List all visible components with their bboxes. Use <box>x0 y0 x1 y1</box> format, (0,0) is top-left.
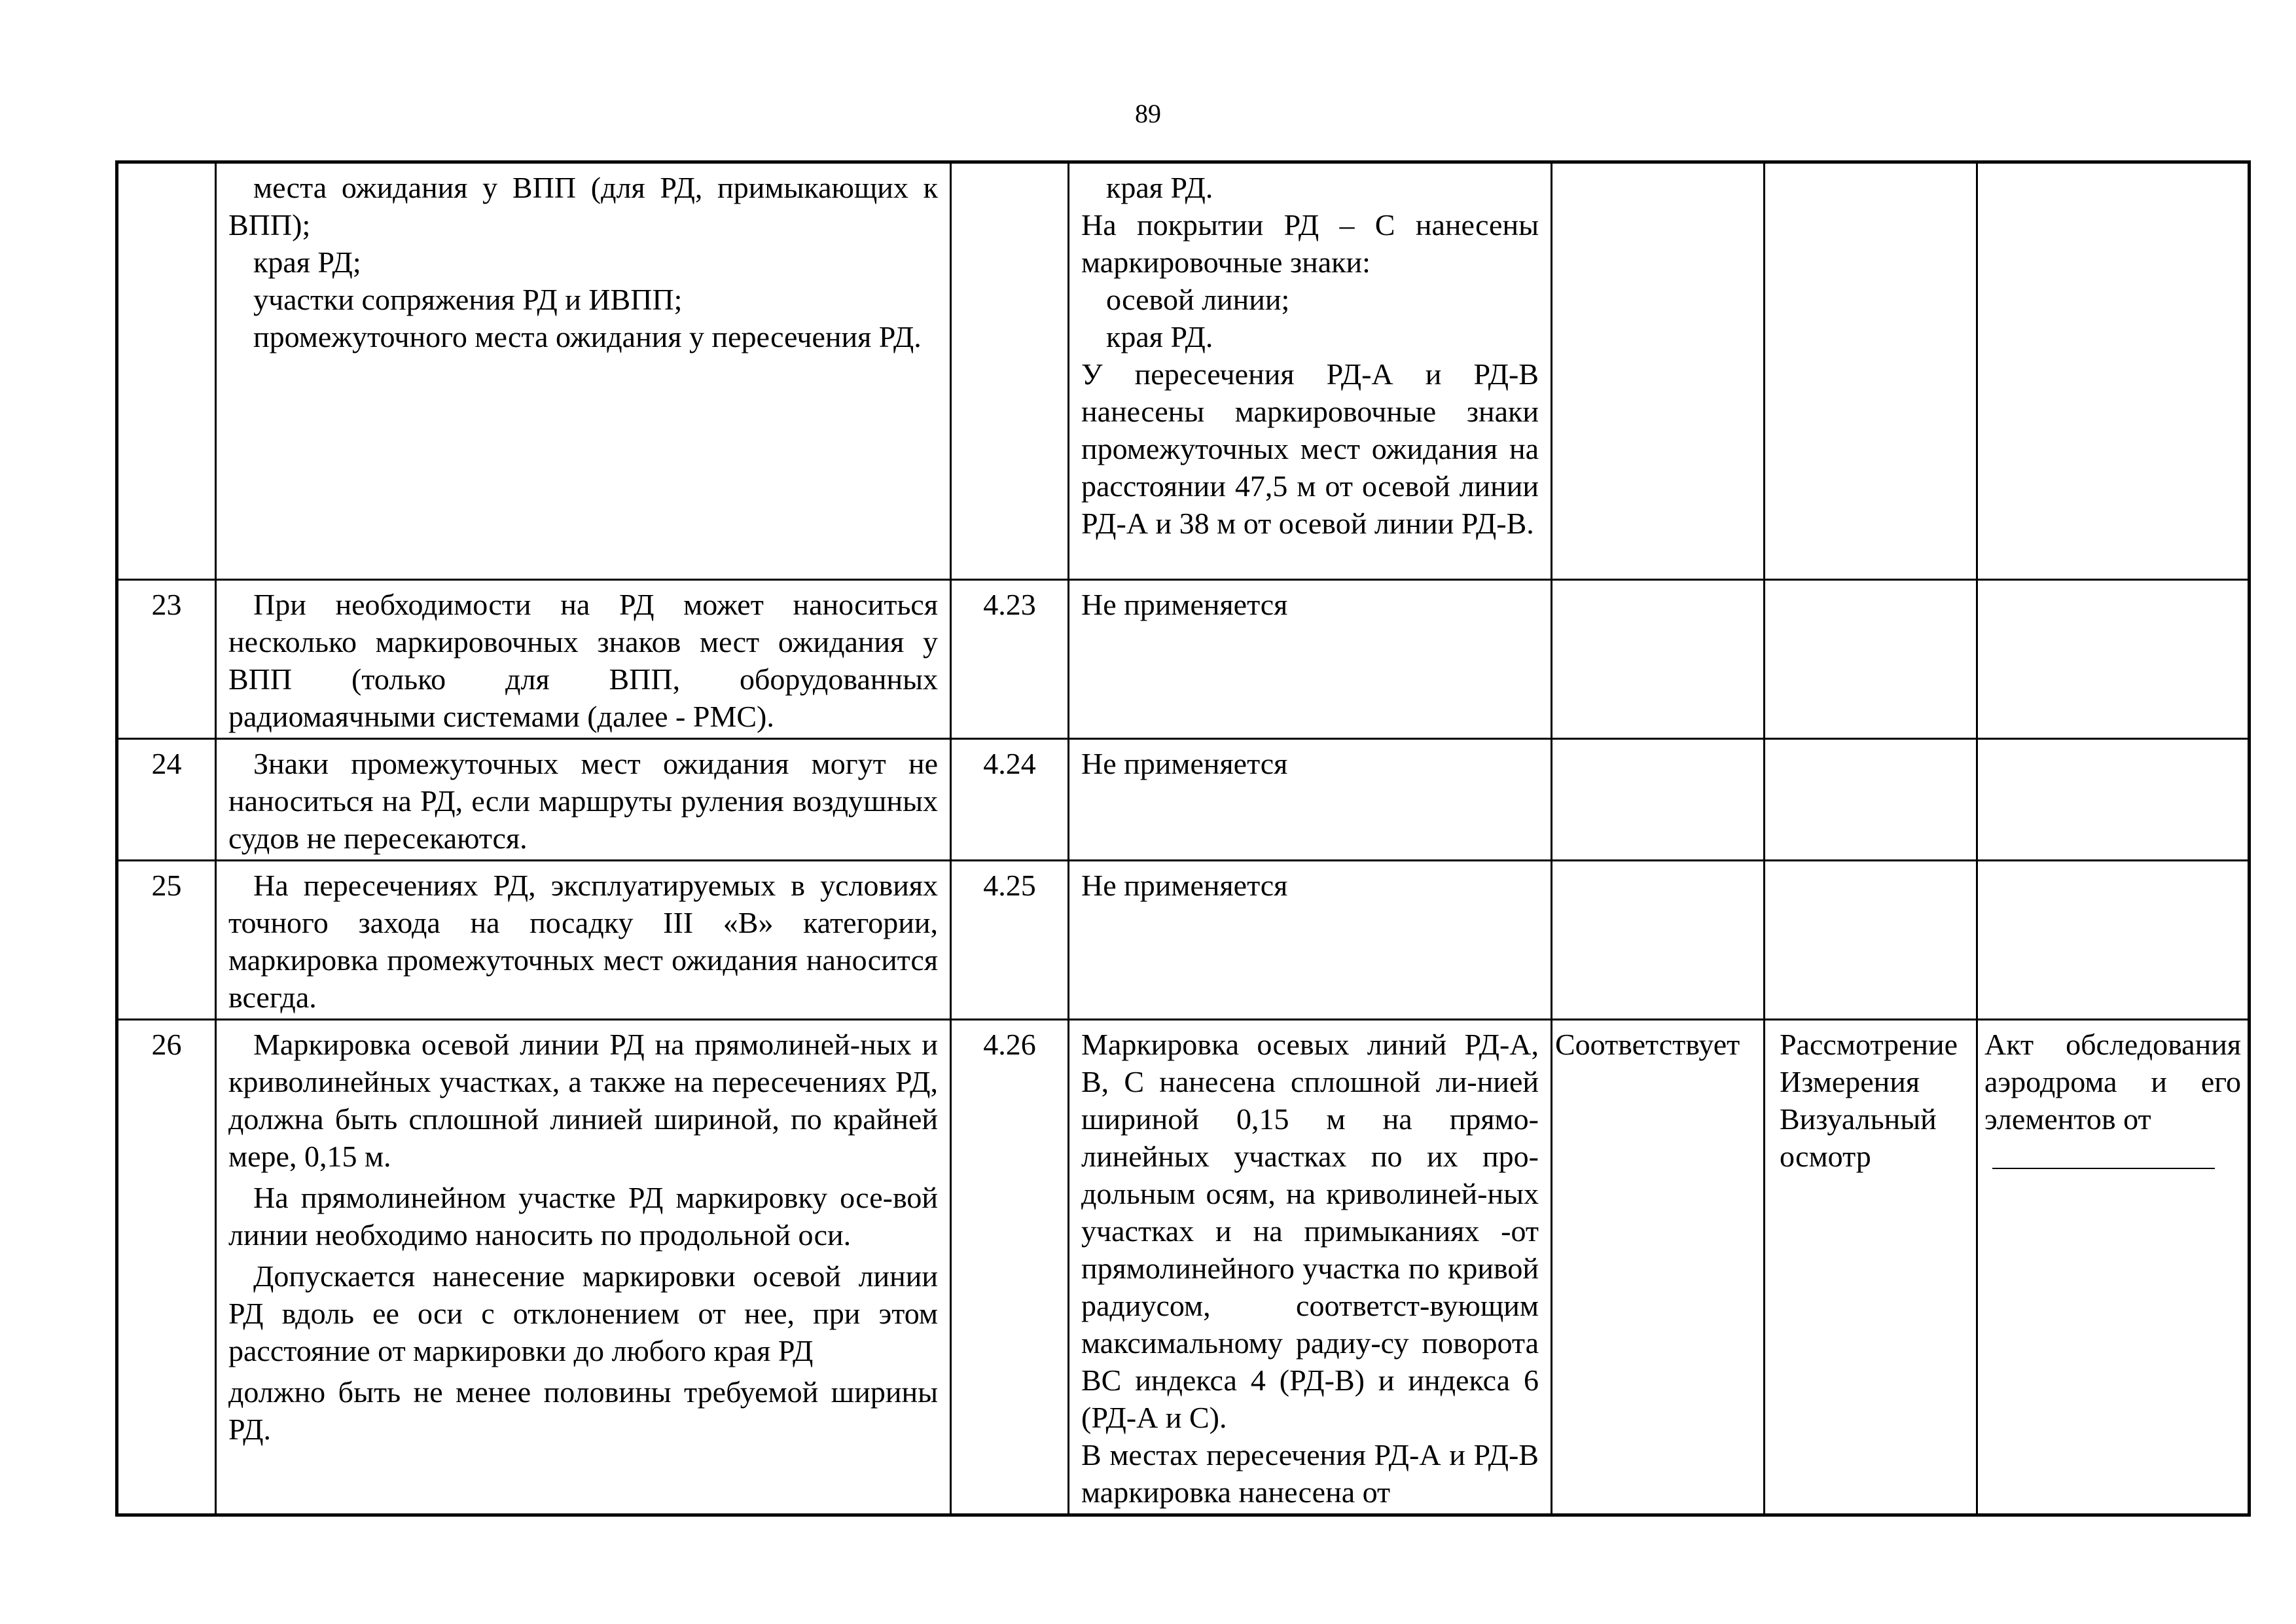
reference-cell: 4.23 <box>951 580 1069 739</box>
fact-cell <box>1069 1020 1552 1515</box>
conclusion-cell <box>1552 580 1765 739</box>
requirement-paragraph: места ожидания у ВПП (для РД, примыкающих к ВПП); <box>228 171 938 242</box>
requirement-paragraph: промежуточного места ожидания у пересечения РД. <box>253 320 922 353</box>
method-item: Рассмотрение <box>1780 1028 1958 1061</box>
fact-cell <box>1069 580 1552 739</box>
method-item: Визуальный осмотр <box>1780 1102 1937 1173</box>
requirement-paragraph: При необходимости на РД может наноситься несколько маркировочных знаков мест ожидания у ВПП (только для ВПП, оборудованных радиомаячными системами (далее - РМС). <box>228 588 938 733</box>
fact-paragraph: Не применяется <box>1081 869 1288 902</box>
document-cell <box>1977 861 2250 1020</box>
fact-paragraph: осевой линии; <box>1106 283 1290 316</box>
method-cell <box>1765 162 1977 580</box>
reference-cell: 4.24 <box>951 739 1069 861</box>
table-row <box>117 580 2250 739</box>
row-number-cell: 25 <box>117 861 216 1020</box>
method-cell <box>1765 861 1977 1020</box>
reference-cell: 4.26 <box>951 1020 1069 1515</box>
row-number-cell <box>117 162 216 580</box>
fact-paragraph: В местах пересечения РД-А и РД-В маркировка нанесена от <box>1081 1438 1539 1509</box>
fact-paragraph: Маркировка осевых линий РД-А, В, С нанесена сплошной ли-нией шириной 0,15 м на прямо-линейных участках по их про-дольным осям, на криволиней-ных участках и на примыканиях -от прямолинейного участка по кривой радиусом, соответст-вующим максимальному радиу-су поворота ВС индекса 4 (РД-В) и индекса 6 (РД-А и С). <box>1081 1028 1539 1434</box>
document-text: Акт обследования аэродрома и его элементов от <box>1984 1028 2241 1136</box>
fact-paragraph: края РД. <box>1106 171 1213 204</box>
requirement-paragraph: На прямолинейном участке РД маркировку осе-вой линии необходимо наносить по продольной оси. <box>228 1181 938 1252</box>
fact-paragraph: края РД. <box>1106 320 1213 353</box>
requirement-paragraph: участки сопряжения РД и ИВПП; <box>253 283 683 316</box>
method-cell <box>1765 1020 1977 1515</box>
fact-paragraph: У пересечения РД-А и РД-В нанесены маркировочные знаки промежуточных мест ожидания на расстоянии 47,5 м от осевой линии РД-А и 38 м от осевой линии РД-В. <box>1081 357 1539 540</box>
document-cell <box>1977 162 2250 580</box>
requirement-cell <box>216 739 951 861</box>
requirement-paragraph: края РД; <box>253 245 361 279</box>
table-row <box>117 1020 2250 1515</box>
fact-paragraph: Не применяется <box>1081 588 1288 621</box>
method-cell <box>1765 739 1977 861</box>
conclusion-cell <box>1552 739 1765 861</box>
document-cell <box>1977 580 2250 739</box>
conclusion-cell <box>1552 162 1765 580</box>
conclusion-cell: Соответствует <box>1552 1020 1765 1515</box>
reference-cell <box>951 162 1069 580</box>
fact-cell <box>1069 739 1552 861</box>
fact-paragraph: Не применяется <box>1081 747 1288 780</box>
date-blank-line <box>1992 1138 2215 1169</box>
reference-cell: 4.25 <box>951 861 1069 1020</box>
table-row <box>117 739 2250 861</box>
conclusion-cell <box>1552 861 1765 1020</box>
method-item: Измерения <box>1780 1065 1920 1098</box>
row-number-cell: 24 <box>117 739 216 861</box>
requirement-paragraph: Знаки промежуточных мест ожидания могут не наноситься на РД, если маршруты руления воздушных судов не пересекаются. <box>228 747 938 855</box>
requirement-cell <box>216 1020 951 1515</box>
requirement-paragraph: Допускается нанесение маркировки осевой линии РД вдоль ее оси с отклонением от нее, при этом расстояние от маркировки до любого края РД <box>228 1259 938 1367</box>
requirement-cell <box>216 861 951 1020</box>
row-number-cell: 26 <box>117 1020 216 1515</box>
requirement-paragraph: На пересечениях РД, эксплуатируемых в условиях точного захода на посадку III «В» категории, маркировка промежуточных мест ожидания наносится всегда. <box>228 869 938 1014</box>
fact-paragraph: На покрытии РД – С нанесены маркировочные знаки: <box>1081 208 1539 279</box>
table-row <box>117 162 2250 580</box>
document-cell <box>1977 1020 2250 1515</box>
table-row <box>117 861 2250 1020</box>
compliance-table <box>115 160 2251 1517</box>
requirement-paragraph: Маркировка осевой линии РД на прямолиней-ных и криволинейных участках, а также на пересечениях РД, должна быть сплошной линией шириной, по крайней мере, 0,15 м. <box>228 1028 938 1173</box>
requirement-cell <box>216 162 951 580</box>
document-cell <box>1977 739 2250 861</box>
fact-cell <box>1069 162 1552 580</box>
requirement-paragraph: должно быть не менее половины требуемой ширины РД. <box>228 1375 938 1446</box>
page-number: 89 <box>1135 99 1161 128</box>
requirement-cell <box>216 580 951 739</box>
method-cell <box>1765 580 1977 739</box>
fact-cell <box>1069 861 1552 1020</box>
row-number-cell: 23 <box>117 580 216 739</box>
